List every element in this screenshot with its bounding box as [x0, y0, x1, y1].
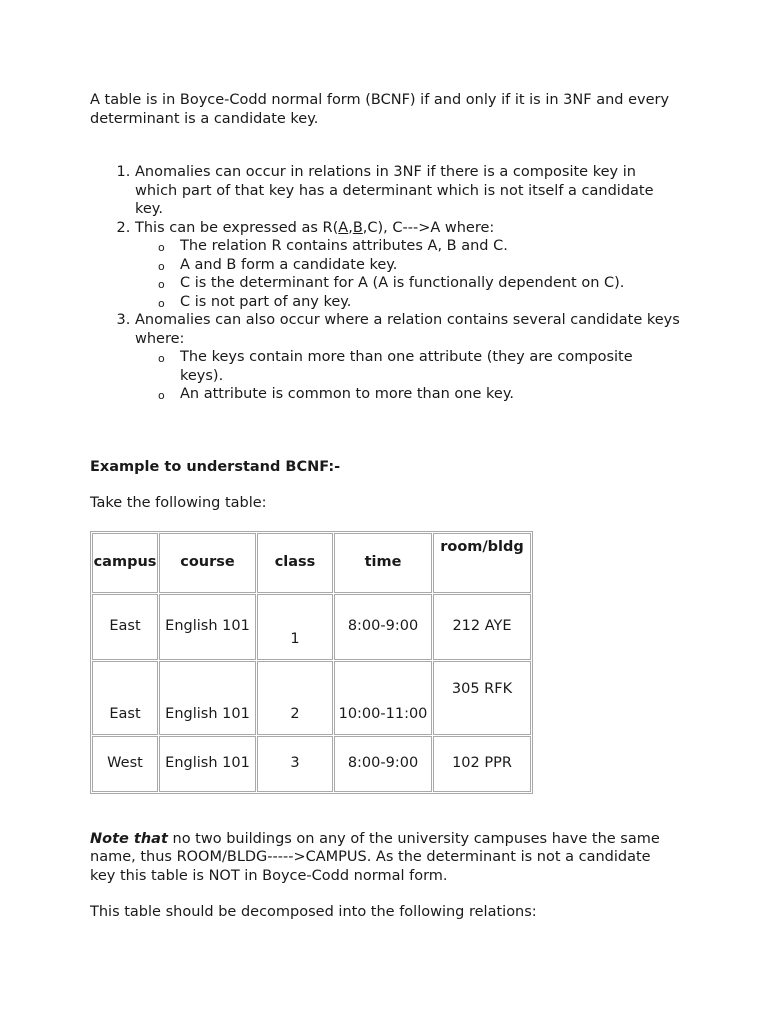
sub-list	[135, 237, 680, 311]
note-paragraph	[90, 830, 680, 886]
table-row	[92, 736, 531, 792]
anomaly-list	[90, 163, 680, 404]
column-header: class	[257, 533, 333, 593]
expression-comma: ,	[348, 219, 353, 236]
sub-list-item: o A and B form a candidate key.	[180, 256, 680, 275]
take-text: Take the following table:	[90, 495, 267, 511]
table-cell: 212 AYE	[433, 594, 531, 660]
sub-list	[135, 348, 680, 404]
sub-list-item: o C is not part of any key.	[180, 293, 680, 312]
note-lead: Note that	[90, 830, 168, 847]
table-cell: English 101	[159, 661, 256, 735]
table-cell: 102 PPR	[433, 736, 531, 792]
table-header-row	[92, 533, 531, 593]
example-heading: Example to understand BCNF:-	[90, 458, 341, 475]
expression-prefix: This can be expressed as R(	[135, 219, 339, 236]
bcnf-table	[90, 531, 533, 794]
attribute-a: A	[338, 219, 349, 236]
table-cell: 305 RFK	[433, 661, 531, 735]
table-cell: East	[92, 661, 158, 735]
table-cell: 2	[257, 661, 333, 735]
column-header: room/bldg	[433, 533, 531, 593]
column-header: campus	[92, 533, 158, 593]
table-cell: English 101	[159, 594, 256, 660]
sub-list-item: o The keys contain more than one attribute (they are composite keys).	[180, 348, 680, 385]
table-cell: 8:00-9:00	[334, 594, 432, 660]
table-cell: 1	[257, 594, 333, 660]
table-row	[92, 661, 531, 735]
attribute-b: B	[352, 219, 363, 236]
list-item: 1. Anomalies can occur in relations in 3NF if there is a composite key in which part of that key has a determinant which is not itself a candidate key.	[135, 163, 680, 219]
note-text: no two buildings on any of the university campuses have the same name, thus ROOM/BLDG----->CAMPUS. As the determinant is not a candidate key this table is NOT in Boyce-Codd normal form.	[90, 830, 660, 884]
expression-suffix: ,C), C--->A where:	[362, 219, 495, 236]
table-cell: West	[92, 736, 158, 792]
table-cell: 10:00-11:00	[334, 661, 432, 735]
column-header: time	[334, 533, 432, 593]
column-header: course	[159, 533, 256, 593]
intro-paragraph: A table is in Boyce-Codd normal form (BCNF) if and only if it is in 3NF and every determinant is a candidate key.	[90, 92, 670, 127]
list-item-text: Anomalies can also occur where a relation contains several candidate keys where:	[135, 312, 680, 347]
table-row	[92, 594, 531, 660]
table-cell: 8:00-9:00	[334, 736, 432, 792]
list-item	[135, 219, 680, 312]
list-item	[135, 311, 680, 404]
sub-list-item: o An attribute is common to more than one key.	[180, 385, 680, 404]
table-cell: 3	[257, 736, 333, 792]
sub-list-item: o C is the determinant for A (A is functionally dependent on C).	[180, 274, 680, 293]
closing-paragraph: This table should be decomposed into the following relations:	[90, 904, 537, 920]
table-cell: English 101	[159, 736, 256, 792]
sub-list-item: o The relation R contains attributes A, B and C.	[180, 237, 680, 256]
table-cell: East	[92, 594, 158, 660]
document-body	[90, 91, 680, 922]
